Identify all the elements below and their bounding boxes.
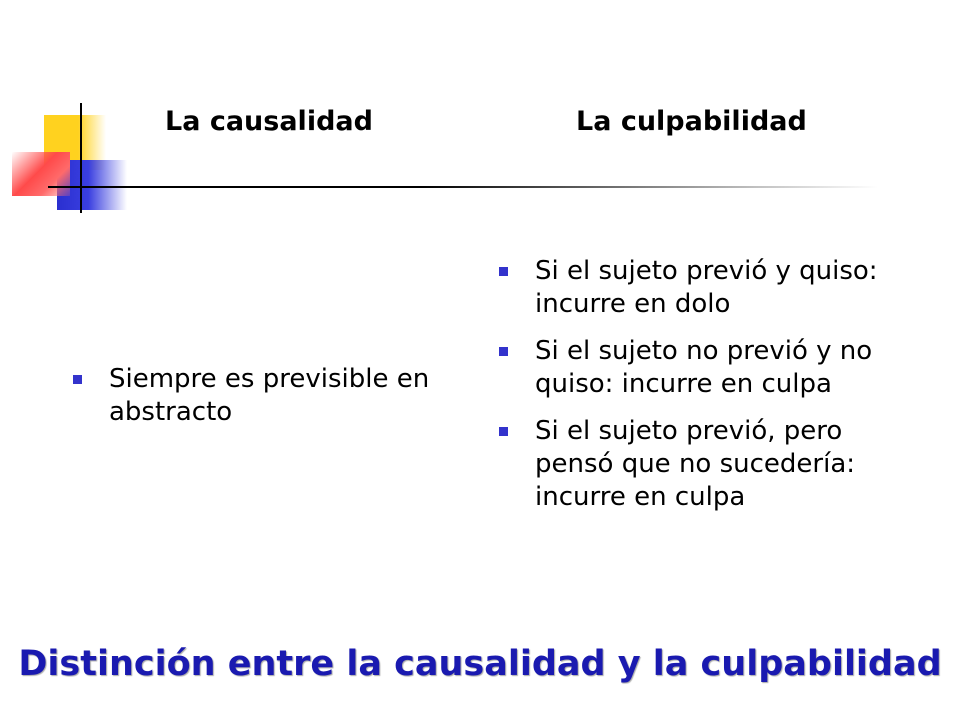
list-item [73, 363, 463, 429]
list-item-text: Siempre es previsible en abstracto [109, 364, 430, 427]
square-bullet-icon [73, 375, 82, 384]
square-bullet-icon [499, 267, 508, 276]
square-bullet-icon [499, 347, 508, 356]
red-square-shape [12, 152, 70, 196]
list-item-text: Si el sujeto previó y quiso: incurre en dolo [535, 256, 878, 319]
list-item [499, 255, 899, 321]
list-item-text: Si el sujeto previó, pero pensó que no sucedería: incurre en culpa [535, 416, 856, 512]
vertical-rule [80, 103, 82, 213]
square-bullet-icon [499, 427, 508, 436]
header-rule [48, 186, 878, 188]
list-item-text: Si el sujeto no previó y no quiso: incurre en culpa [535, 336, 873, 399]
list-item [499, 415, 899, 514]
slide-title: Distinción entre la causalidad y la culpabilidad [18, 644, 942, 684]
left-bullet-list [73, 363, 463, 443]
list-item [499, 335, 899, 401]
left-column-heading: La causalidad [165, 106, 373, 137]
right-column-heading: La culpabilidad [576, 106, 807, 137]
right-bullet-list [499, 255, 899, 528]
